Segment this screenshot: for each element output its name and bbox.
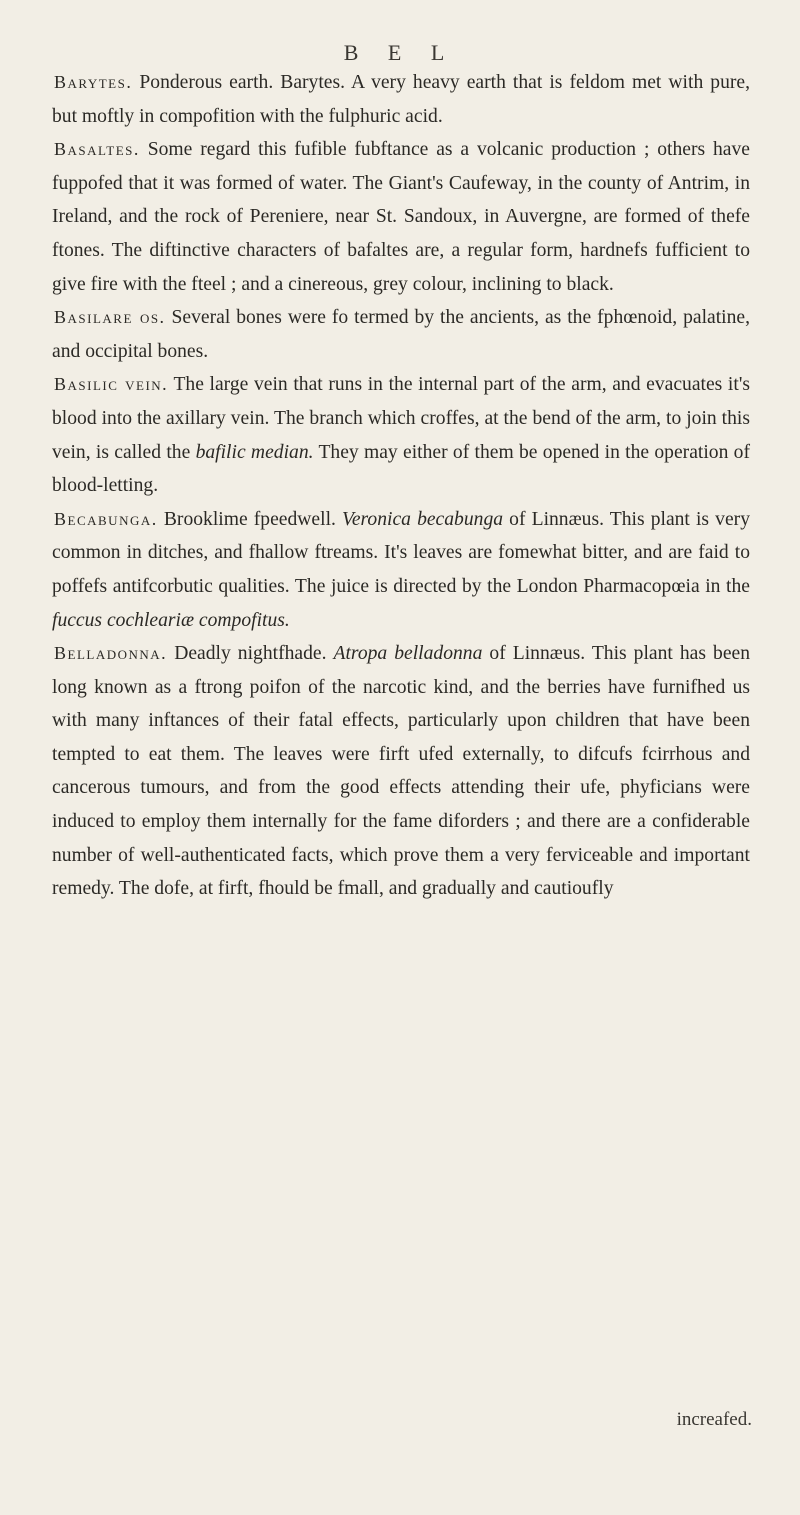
dictionary-entry [52, 133, 750, 301]
entry-text: Ponderous earth. Barytes. A very heavy earth that is feldom met with pure, but moftly in compofition with the fulphuric acid. [52, 72, 750, 127]
entry-headword: Belladonna. [54, 643, 168, 664]
catchword: increafed. [676, 1409, 752, 1430]
dictionary-column [52, 66, 750, 906]
entry-headword: Barytes. [54, 72, 133, 92]
dictionary-entry [52, 301, 750, 368]
entry-text: Some regard this fufible fubftance as a volcanic production ; others have fuppofed that it was formed of water. The Giant's Caufeway, in the county of Antrim, in Ireland, and the rock of Pereniere, near St. Sandoux, in Auvergne, are formed of thefe ftones. The diftinctive characters of bafaltes are, a regular form, hardnefs fufficient to give fire with the fteel ; and a cinereous, grey colour, inclining to black. [52, 139, 750, 295]
entry-italic-term: bafilic median. [195, 441, 314, 463]
entry-italic-term: Veronica becabunga [342, 508, 504, 530]
dictionary-entry [52, 503, 750, 637]
entry-headword: Becabunga. [54, 508, 158, 529]
dictionary-entry [52, 368, 750, 502]
entry-headword: Basilare os. [54, 307, 166, 328]
entry-italic-term: fuccus cochleariæ compofitus. [52, 609, 290, 631]
entry-headword: Basilic vein. [54, 374, 169, 395]
entry-headword: Basaltes. [54, 139, 140, 160]
entry-text: Brooklime fpeedwell. [157, 508, 343, 530]
entry-text: Deadly nightfhade. [167, 643, 334, 665]
running-head: B E L [343, 40, 457, 65]
entry-text: of Linnæus. This plant is very common in ditches, and fhallow ftreams. It's leaves are fomewhat bitter, and are faid to poffefs antifcorbutic qualities. The juice is directed by the London Pharmacopœia in the [52, 508, 750, 597]
entry-text: of Linnæus. This plant has been long known as a ftrong poifon of the narcotic kind, and the berries have furnifhed us with many inftances of their fatal effects, particularly upon children that have been tempted to eat them. The leaves were firft ufed externally, to difcufs fcirrhous and cancerous tumours, and from the good effects attending their ufe, phyficians were induced to employ them internally for the fame diforders ; and there are a confiderable number of well-authenticated facts, which prove them a very ferviceable and important remedy. The dofe, at firft, fhould be fmall, and gradually and cautioufly [52, 643, 751, 900]
entry-text: The large vein that runs in the internal part of the arm, and evacuates it's blood into the axillary vein. The branch which croffes, at the bend of the arm, to join this vein, is called the [52, 374, 750, 463]
dictionary-entry [52, 66, 750, 133]
entry-italic-term: Atropa belladonna [333, 643, 483, 665]
dictionary-entry [52, 637, 750, 906]
entry-text: They may either of them be opened in the operation of blood-letting. [52, 441, 750, 497]
entry-text: Several bones were fo termed by the ancients, as the fphœnoid, palatine, and occipital bones. [52, 307, 750, 362]
